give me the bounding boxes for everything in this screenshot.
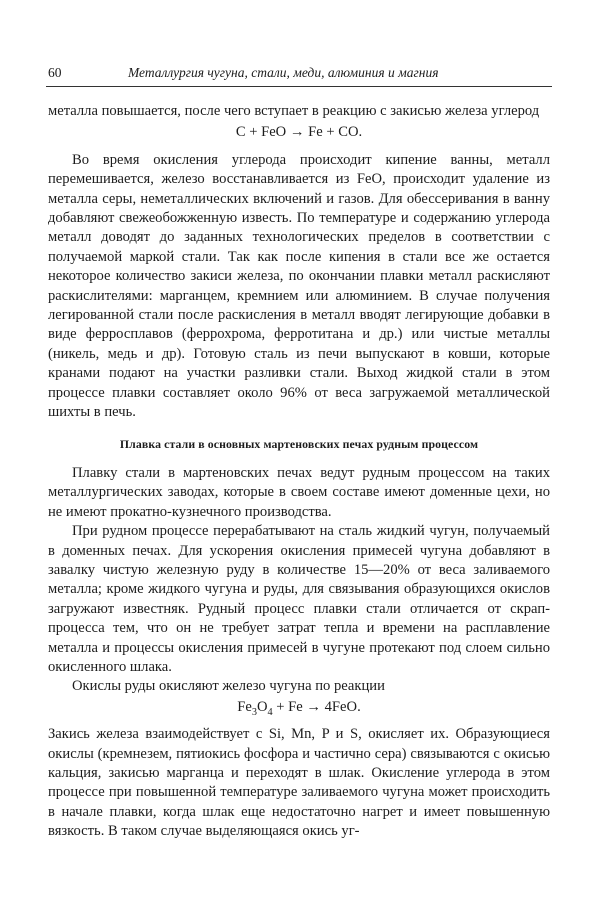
eq2-sub-3: 3: [251, 706, 257, 718]
paragraph-3: Плавку стали в мартеновских печах ведут рудным процессом на таких металлургических заводах, которые в своем составе имеют доменные цехи, но не имеют прокатно-кузнечного производства.: [48, 464, 550, 520]
section-heading: Плавка стали в основных мартеновских печах рудным процессом: [119, 436, 479, 451]
eq2-rest: + Fe → 4FeO.: [272, 698, 361, 715]
paragraph-5: Окислы руды окисляют железо чугуна по реакции: [72, 678, 385, 695]
eq2-sub-4: 4: [267, 706, 273, 718]
paragraph-2: Во время окисления углерода происходит кипение ванны, металл перемешивается, железо восстанавливается из FeO, происходит удаление из металла серы, неметаллических включений и газов. Для обессеривания в ванну добавляют свежеобожженную известь. По температуре и содержанию углерода металл доводят до заданных технологических пределов в соответствии с получаемой маркой стали. Так как после кипения в стали все же остается некоторое количество закиси железа, по окончании плавки металл раскисляют раскислителями: марганцем, кремнием или алюминием. В случае получения легированной стали после раскисления в металл вводят легирующие добавки в виде ферросплавов (феррохрома, ферротитана и др.) или чистые металлы (никель, медь и др). Готовую сталь из печи выпускают в ковши, которые кранами подают на участки разливки стали. Выход жидкой стали в этом процессе плавки составляет около 96% от веса загружаемой металлической шихты в печь.: [48, 151, 550, 421]
paragraph-6: Закись железа взаимодействует с Si, Mn, P и S, окисляет их. Образующиеся окислы (кремнезем, пятиокись фосфора и частично сера) связываются с окисью кальция, закисью марганца и переходят в шлак. Окисление углерода в этом процессе при повышенной температуре заливаемого чугуна может происходить в начале плавки, когда шлак еще недостаточно нагрет и имеет повышенную вязкость. В таком случае выделяющаяся окись уг-: [48, 726, 550, 840]
paragraph-1: металла повышается, после чего вступает в реакцию с закисью железа углерод: [48, 103, 540, 119]
running-title: Металлургия чугуна, стали, меди, алюминия и магния: [128, 65, 439, 80]
eq2-o: O: [256, 698, 268, 715]
header-rule: [46, 86, 552, 87]
paragraph-4: При рудном процессе перерабатывают на сталь жидкий чугун, получаемый в доменных печах. Для ускорения окисления примесей чугуна добавляют в завалку чистую железную руду в количестве 15—20% от веса заливаемого металла; кроме жидкого чугуна и руды, для связывания образующихся окислов загружают известняк. Рудный процесс плавки стали отличается от скрап-процесса тем, что он не требует затрат тепла и времени на расплавление металла и процессы окисления примесей в чугуне протекают под слоем сильно окисленного шлака.: [48, 523, 550, 675]
eq2-fe: Fe: [237, 698, 252, 715]
equation-1: C + FeO → Fe + CO.: [235, 124, 363, 141]
page-number: 60: [48, 65, 62, 80]
page-body: [48, 102, 550, 842]
equation-2: [48, 698, 550, 717]
